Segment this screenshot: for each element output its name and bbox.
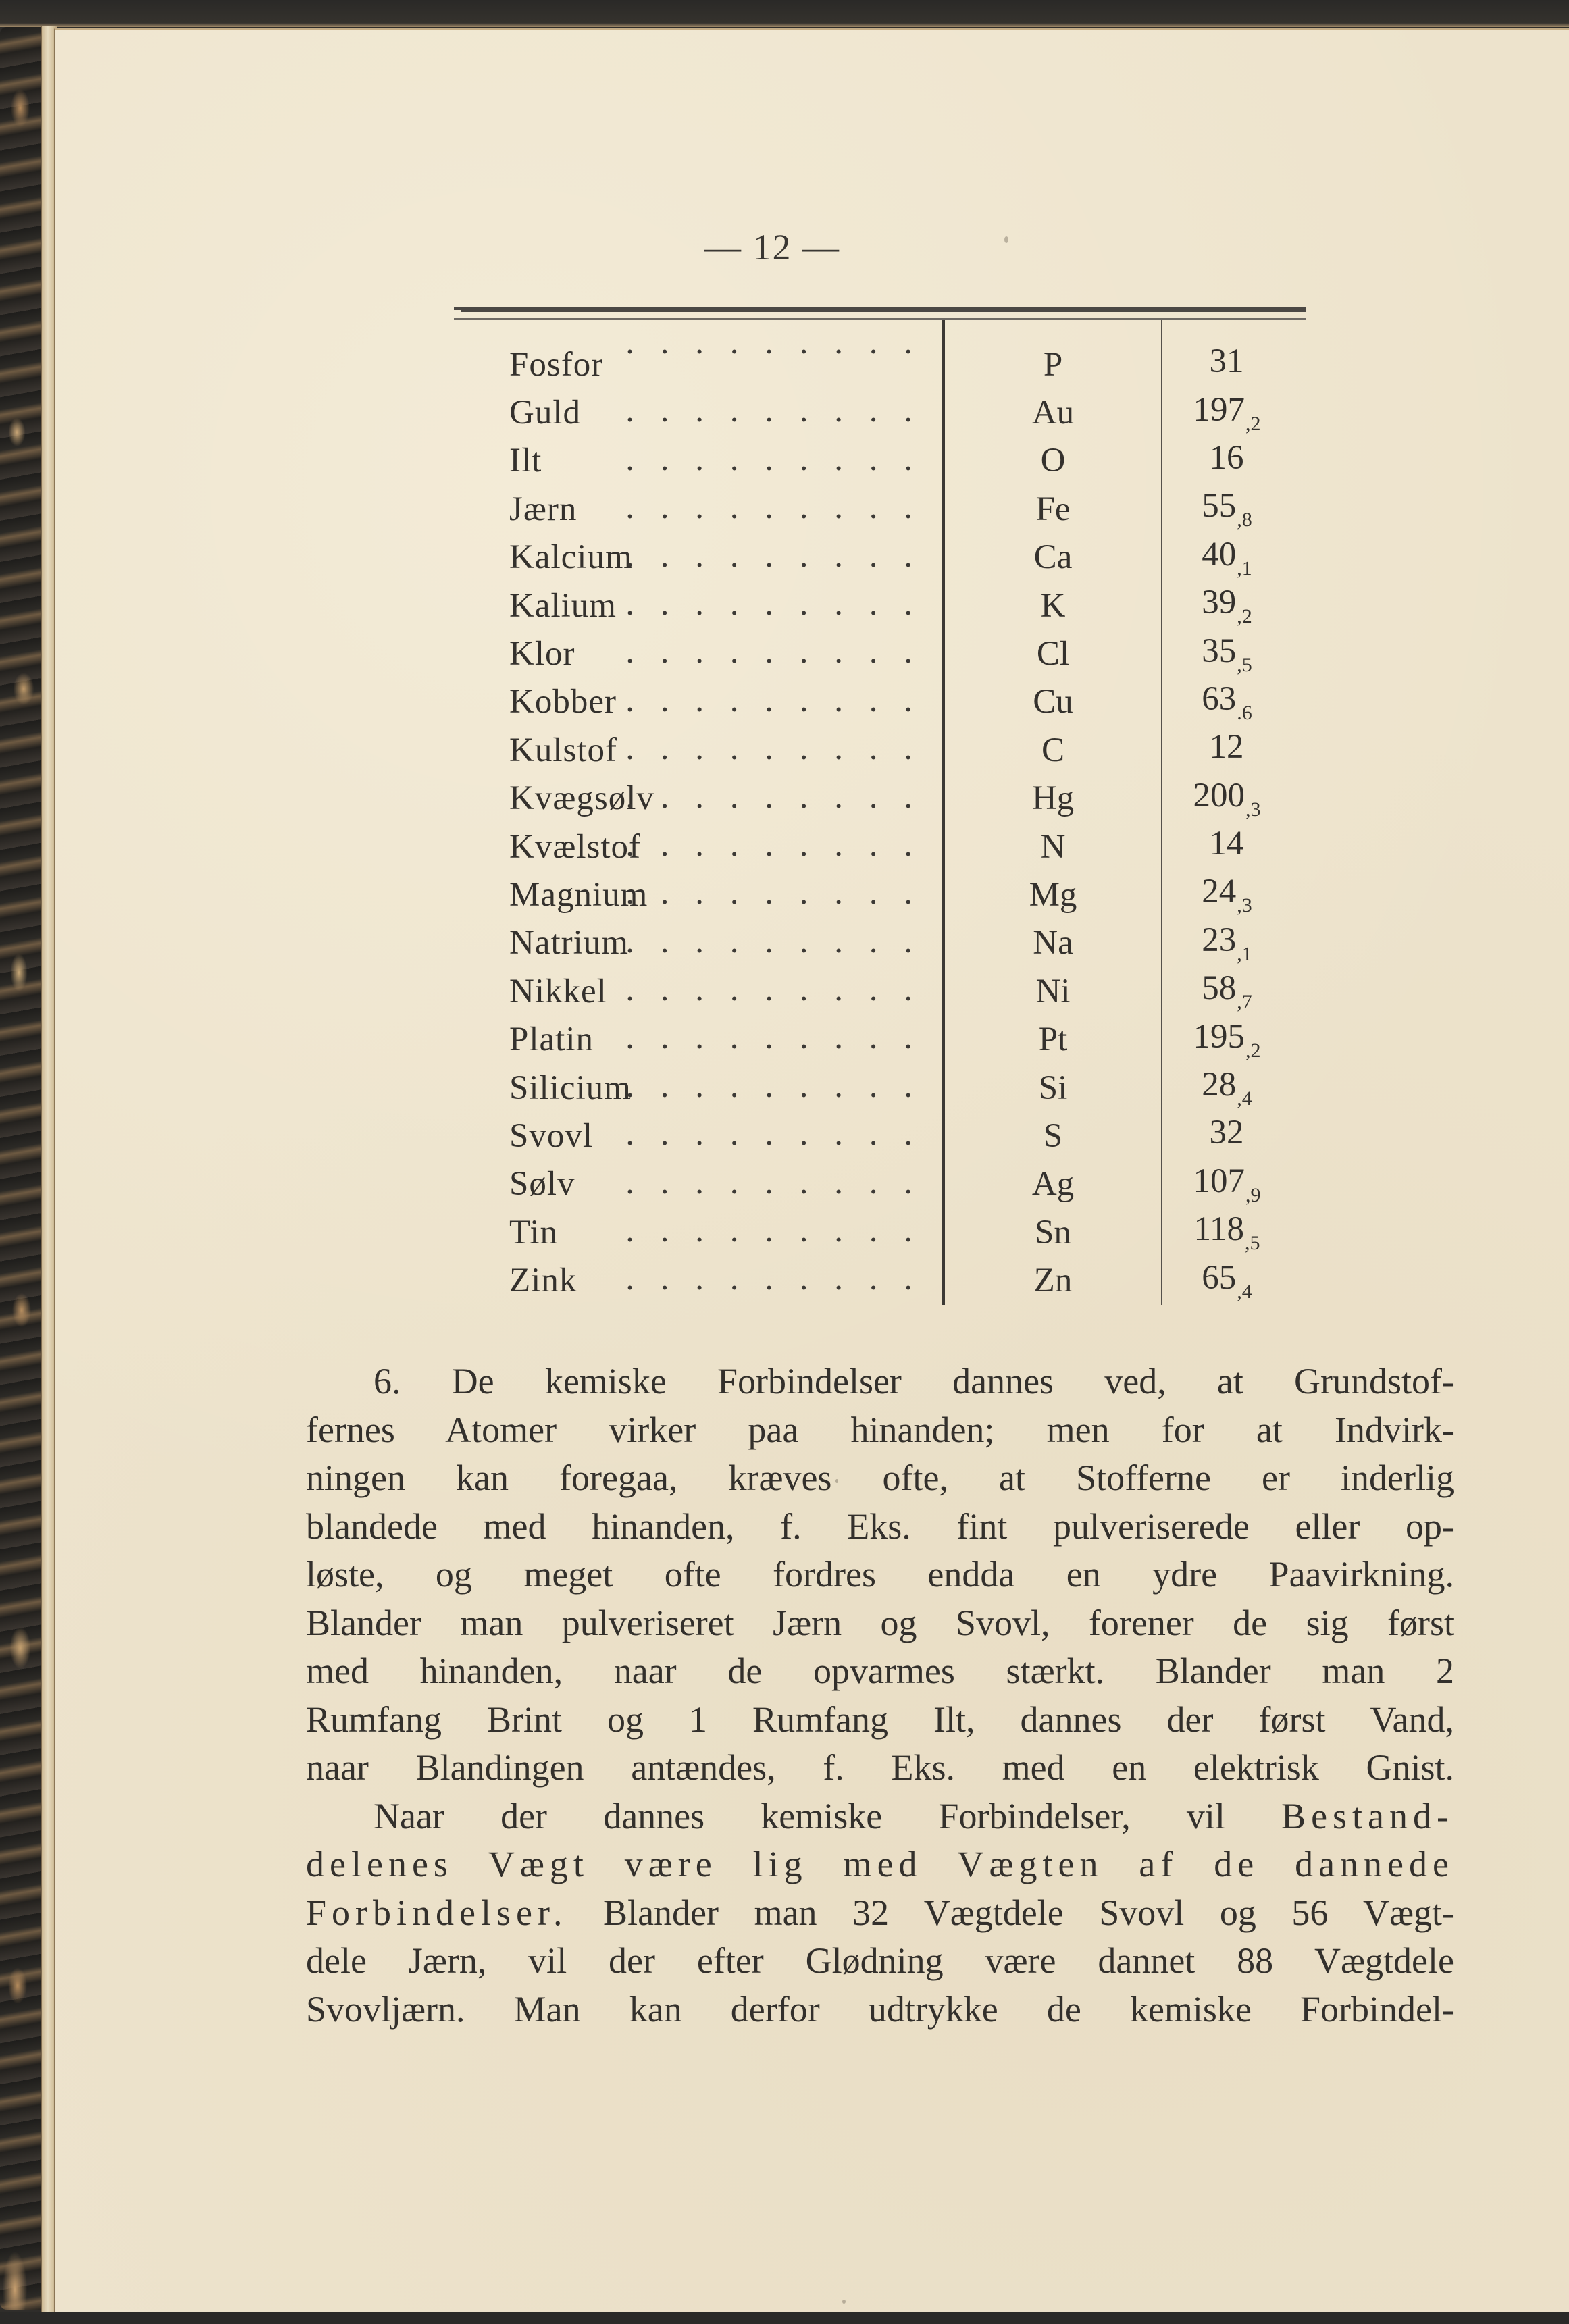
paper-speck [842,2300,846,2304]
element-name-cell [454,1112,944,1160]
atomic-weight-decimal: .6 [1237,701,1252,724]
text-line: fernes Atomer virker paa hinanden; men for at Indvirk- [306,1409,1454,1450]
book-page [54,28,1569,2317]
table-row [454,678,1305,726]
elements-table [454,320,1305,1305]
atomic-weight-integer: 107 [1193,1162,1245,1200]
table-row [454,1256,1305,1304]
atomic-weight [1162,967,1305,1015]
spaced-text-fragment: Forbindelser. [306,1892,568,1933]
atomic-weight-integer: 40 [1202,535,1237,573]
atomic-weight-integer: 24 [1202,873,1237,911]
atomic-weight-decimal: ,5 [1237,653,1252,676]
element-name: Magnium [509,875,648,914]
atomic-weight-integer: 200 [1193,776,1245,815]
element-symbol: Hg [944,775,1162,823]
element-name: Kvælstof [509,827,642,866]
element-name-cell [454,437,944,485]
paragraph-conservation-of-mass [306,1792,1454,2034]
element-symbol: C [944,726,1162,774]
atomic-weight [1162,629,1305,677]
atomic-weight [1162,1015,1305,1063]
text-line [306,1889,1454,1938]
atomic-weight-integer: 65 [1202,1258,1237,1297]
table-row [454,1064,1305,1112]
atomic-weight-integer: 23 [1202,921,1237,959]
table-row [454,485,1305,533]
element-name: Platin [509,1021,594,1059]
atomic-weight-integer: 55 [1202,487,1237,525]
leader-dots: . . . . . . . . . [625,440,921,478]
atomic-weight-decimal: ,7 [1237,991,1252,1014]
text-line: blandede med hinanden, f. Eks. fint pulveriserede eller op- [306,1505,1454,1547]
table-row [454,320,1305,388]
marbled-book-binding [0,27,42,2310]
atomic-weight [1162,388,1305,436]
element-name: Ilt [509,442,542,480]
atomic-weight [1162,1160,1305,1208]
text-line: 6. De kemiske Forbindelser dannes ved, at Grundstof- [374,1361,1454,1401]
element-symbol: Cl [944,629,1162,677]
atomic-weight-decimal: ,3 [1245,798,1261,821]
element-name-cell [454,919,944,967]
atomic-weight-integer: 58 [1202,969,1237,1008]
atomic-weight-decimal: ,1 [1237,942,1252,965]
atomic-weight [1162,1112,1305,1160]
atomic-weight [1162,437,1305,485]
text-line: delenes Vægt være lig med Vægten af de dannede [306,1844,1454,1884]
element-name-cell [454,967,944,1015]
table-row [454,1160,1305,1208]
atomic-weight-integer: 14 [1209,825,1244,863]
text-line: Rumfang Brint og 1 Rumfang Ilt, dannes der først Vand, [306,1699,1454,1740]
atomic-weight [1162,919,1305,967]
element-name: Jærn [509,490,577,528]
table-row [454,629,1305,677]
atomic-weight-integer: 16 [1209,438,1244,477]
element-symbol: Ni [944,967,1162,1015]
page-number: — 12 — [704,227,840,267]
leader-dots: . . . . . . . . . [625,874,921,912]
atomic-weight-integer: 32 [1209,1114,1244,1152]
leader-dots: . . . . . . . . . [625,825,921,864]
atomic-weight-decimal: ,2 [1237,605,1252,628]
paragraph-chemical-compounds [306,1358,1454,1792]
element-symbol: S [944,1112,1162,1160]
leader-dots: . . . . . . . . . [625,971,921,1009]
text-line: Svovljærn. Man kan derfor udtrykke de kemiske Forbindel- [306,1988,1454,2030]
leader-dots: . . . . . . . . . [625,1260,921,1298]
element-name: Fosfor [509,345,604,384]
element-symbol: Au [944,388,1162,436]
element-symbol: Fe [944,485,1162,533]
text-line: dele Jærn, vil der efter Glødning være dannet 88 Vægtdele [306,1940,1454,1981]
leader-dots: . . . . . . . . . [625,584,921,623]
element-name: Klor [509,635,575,673]
table-row [454,388,1305,436]
text-line: ningen kan foregaa, kræves ofte, at Stofferne er inderlig [306,1457,1454,1498]
atomic-weight-decimal: ,5 [1245,1232,1260,1255]
atomic-weight [1162,485,1305,533]
element-name-cell [454,775,944,823]
leader-dots: . . . . . . . . . [625,777,921,816]
scan-background-bottom [0,2312,1569,2324]
text-line [306,1792,1454,1841]
element-symbol: Na [944,919,1162,967]
atomic-weight [1162,1256,1305,1304]
table-row [454,1112,1305,1160]
table-row [454,919,1305,967]
element-symbol: Zn [944,1256,1162,1304]
element-name-cell [454,388,944,436]
text-line: Blander man pulveriseret Jærn og Svovl, forener de sig først [306,1602,1454,1643]
atomic-weight-decimal: ,2 [1245,412,1261,435]
element-symbol: P [944,320,1162,388]
element-name: Kulstof [509,731,617,769]
text-fragment: Naar der dannes kemiske Forbindelser, vil [374,1795,1282,1836]
element-name-cell [454,871,944,919]
element-symbol: N [944,823,1162,871]
element-name: Kalium [509,586,617,625]
element-symbol: Mg [944,871,1162,919]
element-symbol: Cu [944,678,1162,726]
element-name: Nikkel [509,972,607,1010]
atomic-weight-decimal: ,4 [1237,1087,1252,1110]
element-name-cell [454,320,944,388]
leader-dots: . . . . . . . . . [625,536,921,575]
text-fragment: Blander man 32 Vægtdele Svovl og 56 Vægt- [567,1892,1454,1933]
table-row [454,823,1305,871]
atomic-weight [1162,871,1305,919]
table-top-rule [461,307,1306,312]
spaced-text-fragment: Bestand- [1281,1795,1454,1836]
atomic-weight-integer: 197 [1193,390,1245,429]
leader-dots: . . . . . . . . . [625,681,921,719]
leader-dots: . . . . . . . . . [625,1115,921,1154]
element-name-cell [454,678,944,726]
atomic-weight-integer: 39 [1202,584,1237,622]
atomic-weight-integer: 31 [1209,342,1244,381]
atomic-weight-decimal: ,4 [1237,1280,1252,1303]
atomic-weight-integer: 12 [1209,728,1244,767]
atomic-weight-integer: 195 [1193,1017,1245,1056]
atomic-weight [1162,775,1305,823]
element-name-cell [454,1160,944,1208]
atomic-weights-table [454,307,1306,1305]
atomic-weight-integer: 118 [1193,1210,1245,1249]
table-row [454,582,1305,629]
element-symbol: Si [944,1064,1162,1112]
leader-dots: . . . . . . . . . [625,392,921,430]
text-line: løste, og meget ofte fordres endda en ydre Paavirkning. [306,1554,1454,1595]
atomic-weight [1162,678,1305,726]
element-symbol: Sn [944,1208,1162,1256]
element-name: Guld [509,394,581,432]
atomic-weight-integer: 63 [1202,679,1237,718]
element-name: Kalcium [509,538,633,577]
element-name: Sølv [509,1165,575,1204]
table-row [454,871,1305,919]
element-symbol: Ag [944,1160,1162,1208]
element-name-cell [454,534,944,582]
atomic-weight-integer: 35 [1202,631,1237,670]
table-row [454,726,1305,774]
atomic-weight-decimal: ,9 [1245,1183,1261,1206]
element-name-cell [454,629,944,677]
leader-dots: . . . . . . . . . [625,488,921,527]
atomic-weight [1162,1208,1305,1256]
element-name: Silicium [509,1068,632,1107]
leader-dots: . . . . . . . . . [625,1066,921,1105]
element-name-cell [454,823,944,871]
atomic-weight-decimal: ,2 [1245,1039,1261,1062]
atomic-weight [1162,534,1305,582]
element-name-cell [454,1208,944,1256]
element-name: Svovl [509,1116,594,1155]
element-name: Tin [509,1213,559,1251]
leader-dots: . . . . . . . . . [625,324,921,361]
atomic-weight-decimal: ,1 [1237,557,1252,579]
element-name-cell [454,726,944,774]
element-symbol: Pt [944,1015,1162,1063]
element-name-cell [454,1015,944,1063]
atomic-weight [1162,726,1305,774]
element-name: Natrium [509,924,629,962]
element-name-cell [454,1064,944,1112]
table-row [454,1015,1305,1063]
element-name: Kvægsølv [509,779,654,818]
element-symbol: Ca [944,534,1162,582]
atomic-weight-decimal: ,3 [1237,894,1252,917]
paper-speck [835,1479,838,1483]
element-name-cell [454,582,944,629]
table-row [454,1208,1305,1256]
leader-dots: . . . . . . . . . [625,1212,921,1250]
leader-dots: . . . . . . . . . [625,1163,921,1202]
element-name: Kobber [509,683,617,721]
atomic-weight [1162,320,1305,388]
element-name-cell [454,1256,944,1304]
element-name-cell [454,485,944,533]
atomic-weight [1162,1064,1305,1112]
scan-background-top [0,0,1569,27]
atomic-weight [1162,582,1305,629]
table-row [454,534,1305,582]
leader-dots: . . . . . . . . . [625,1018,921,1057]
body-text [306,1358,1454,2034]
paper-speck [1004,236,1008,243]
element-name: Zink [509,1262,577,1300]
leader-dots: . . . . . . . . . [625,922,921,960]
leader-dots: . . . . . . . . . [625,729,921,768]
atomic-weight-integer: 28 [1202,1066,1237,1104]
leader-dots: . . . . . . . . . [625,633,921,671]
element-symbol: O [944,437,1162,485]
element-symbol: K [944,582,1162,629]
atomic-weight-decimal: ,8 [1237,509,1252,532]
text-line: naar Blandingen antændes, f. Eks. med en elektrisk Gnist. [306,1747,1454,1788]
text-line: med hinanden, naar de opvarmes stærkt. Blander man 2 [306,1651,1454,1691]
table-row [454,967,1305,1015]
table-row [454,775,1305,823]
atomic-weight [1162,823,1305,871]
table-row [454,437,1305,485]
table-top-rule-tick [454,307,462,310]
